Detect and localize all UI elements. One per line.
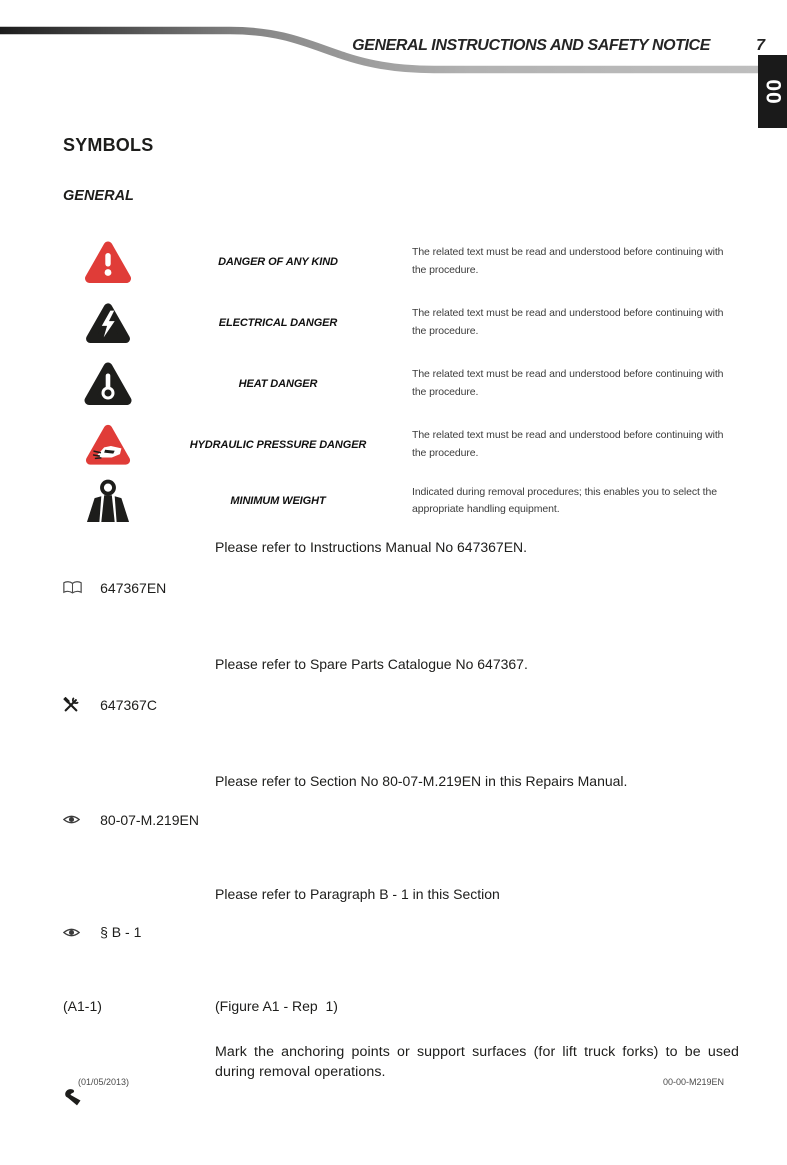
symbol-row (63, 414, 725, 475)
symbol-label: ELECTRICAL DANGER (218, 316, 338, 329)
references-list (63, 536, 744, 1165)
reference-row (63, 883, 739, 982)
symbol-label: HYDRAULIC PRESSURE DANGER (189, 438, 367, 451)
mark-anchoring-text: Mark the anchoring points or support surfaces (for lift truck forks) to be used during removal operations. (215, 1044, 744, 1080)
reference-code: § B - 1 (100, 924, 142, 940)
symbol-row (63, 475, 725, 527)
symbol-row (63, 231, 725, 292)
reference-text: Please refer to Section No 80-07-M.219EN in this Repairs Manual. (215, 773, 628, 789)
reference-text: Please refer to Paragraph B - 1 in this Section (215, 885, 500, 902)
section-tab-label: 00 (761, 78, 785, 105)
symbol-label: HEAT DANGER (238, 377, 318, 390)
reference-text: (Figure A1 - Rep 1) (215, 998, 338, 1014)
figure-reference-row (63, 995, 739, 1017)
reference-code: 80-07-M.219EN (100, 811, 199, 828)
symbols-table (63, 231, 725, 527)
symbol-description: The related text must be read and understood before continuing with the procedure. (412, 246, 724, 276)
symbol-label: DANGER OF ANY KIND (218, 255, 338, 268)
symbol-description: The related text must be read and understood before continuing with the procedure. (412, 429, 724, 459)
heat-danger-icon (63, 361, 153, 406)
symbol-label: MINIMUM WEIGHT (230, 495, 326, 507)
page-title: GENERAL INSTRUCTIONS AND SAFETY NOTICE (352, 37, 710, 54)
marking-brush-icon (63, 1043, 94, 1151)
page-number: 7 (756, 37, 765, 54)
spare-parts-tools-icon (63, 653, 94, 757)
reference-row (63, 653, 739, 757)
instructions-manual-book-icon (63, 536, 94, 639)
symbols-heading: SYMBOLS (63, 135, 154, 155)
section-tab (758, 55, 787, 128)
reference-row (63, 770, 739, 869)
reference-text: Please refer to Spare Parts Catalogue No 647367. (215, 655, 528, 672)
reference-code: (A1-1) (63, 998, 102, 1014)
reference-row (63, 536, 739, 639)
symbol-description: The related text must be read and understood before continuing with the procedure. (412, 307, 724, 337)
see-section-eye-icon (63, 770, 94, 869)
hydraulic-pressure-danger-icon (63, 423, 153, 466)
reference-row (63, 1043, 744, 1151)
reference-code: 647367EN (100, 579, 167, 596)
symbol-description: The related text must be read and understood before continuing with the procedure. (412, 368, 724, 398)
danger-any-kind-icon (63, 240, 153, 284)
symbol-row (63, 292, 725, 353)
footer-doc-ref: 00-00-M219EN (662, 1077, 724, 1087)
symbol-description: Indicated during removal procedures; this enables you to select the appropriate handling equipment. (412, 485, 717, 515)
see-paragraph-eye-icon (63, 883, 94, 982)
reference-text: Please refer to Instructions Manual No 647367EN. (215, 539, 528, 555)
symbol-row (63, 353, 725, 414)
footer-date: (01/05/2013) (78, 1077, 130, 1087)
electrical-danger-icon (63, 302, 153, 344)
minimum-weight-icon (63, 479, 153, 523)
general-subheading: GENERAL (63, 188, 134, 204)
reference-code: 647367C (100, 696, 157, 713)
